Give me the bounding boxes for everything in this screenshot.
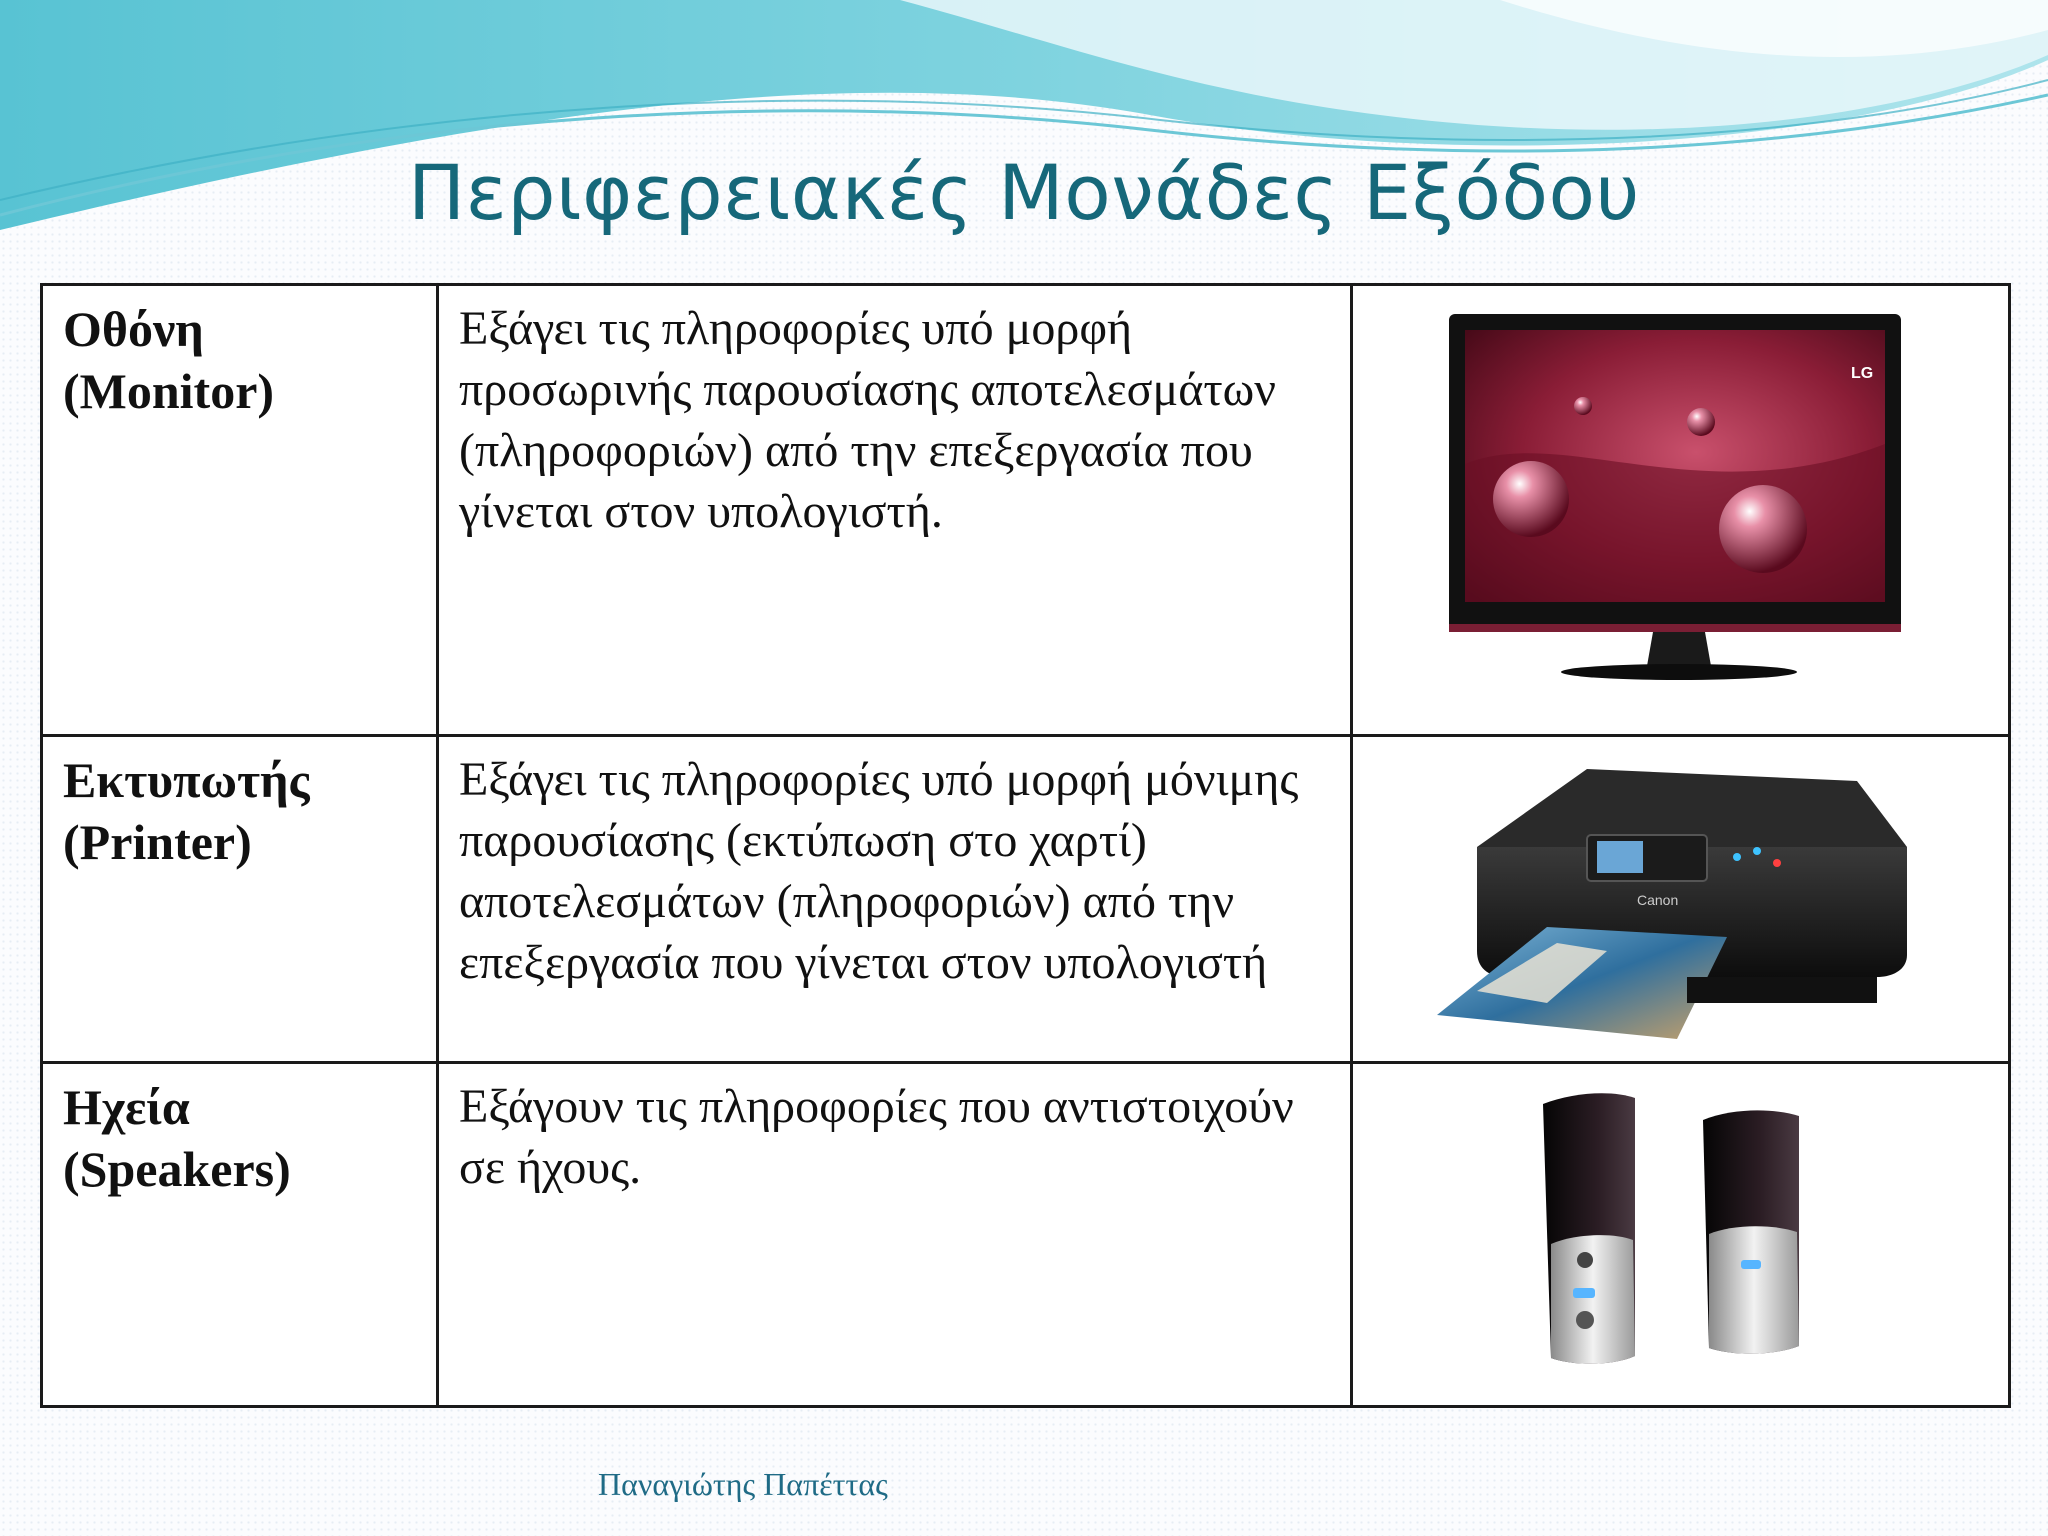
slide-title: Περιφερειακές Μονάδες Εξόδου — [407, 148, 1640, 237]
cell-device-image — [1352, 1063, 2010, 1407]
device-name-english: (Monitor) — [63, 363, 275, 419]
slide-footer-author: Παναγιώτης Παπέττας — [598, 1466, 888, 1502]
device-name-speakers — [43, 1064, 436, 1200]
cell-device-description — [438, 285, 1352, 736]
table-row-monitor — [42, 285, 2010, 736]
table-row-printer — [42, 736, 2010, 1063]
device-name-english: (Speakers) — [63, 1141, 291, 1197]
speakers-icon — [1533, 1084, 1833, 1384]
device-name-greek: Εκτυπωτής — [63, 752, 310, 808]
printer-icon — [1437, 755, 1917, 1045]
device-name-greek: Οθόνη — [63, 301, 204, 357]
cell-device-name — [42, 736, 438, 1063]
output-devices-table — [40, 283, 2011, 1408]
cell-device-image — [1352, 736, 2010, 1063]
cell-device-name — [42, 285, 438, 736]
device-description-printer: Εξάγει τις πληροφορίες υπό μορφή μόνιμης παρουσίασης (εκτύπωση στο χαρτί) αποτελεσμάτων (πληροφοριών) από την επεξεργασία που γίνεται στον υπολογιστή — [459, 753, 1299, 989]
cell-device-name — [42, 1063, 438, 1407]
monitor-brand-logo: LG — [1851, 365, 1874, 382]
device-description-speakers: Εξάγουν τις πληροφορίες που αντιστοιχούν σε ήχους. — [459, 1080, 1294, 1194]
device-name-english: (Printer) — [63, 814, 252, 870]
device-description-monitor: Εξάγει τις πληροφορίες υπό μορφή προσωρινής παρουσίασης αποτελεσμάτων (πληροφοριών) από την επεξεργασία που γίνεται στον υπολογιστή. — [459, 302, 1276, 538]
cell-device-description — [438, 736, 1352, 1063]
device-name-printer — [43, 737, 436, 873]
cell-device-image — [1352, 285, 2010, 736]
table-row-speakers — [42, 1063, 2010, 1407]
device-name-greek: Ηχεία — [63, 1079, 190, 1135]
device-name-monitor — [43, 286, 436, 422]
monitor-icon — [1443, 294, 1913, 684]
cell-device-description — [438, 1063, 1352, 1407]
printer-brand-logo: Canon — [1637, 892, 1679, 908]
